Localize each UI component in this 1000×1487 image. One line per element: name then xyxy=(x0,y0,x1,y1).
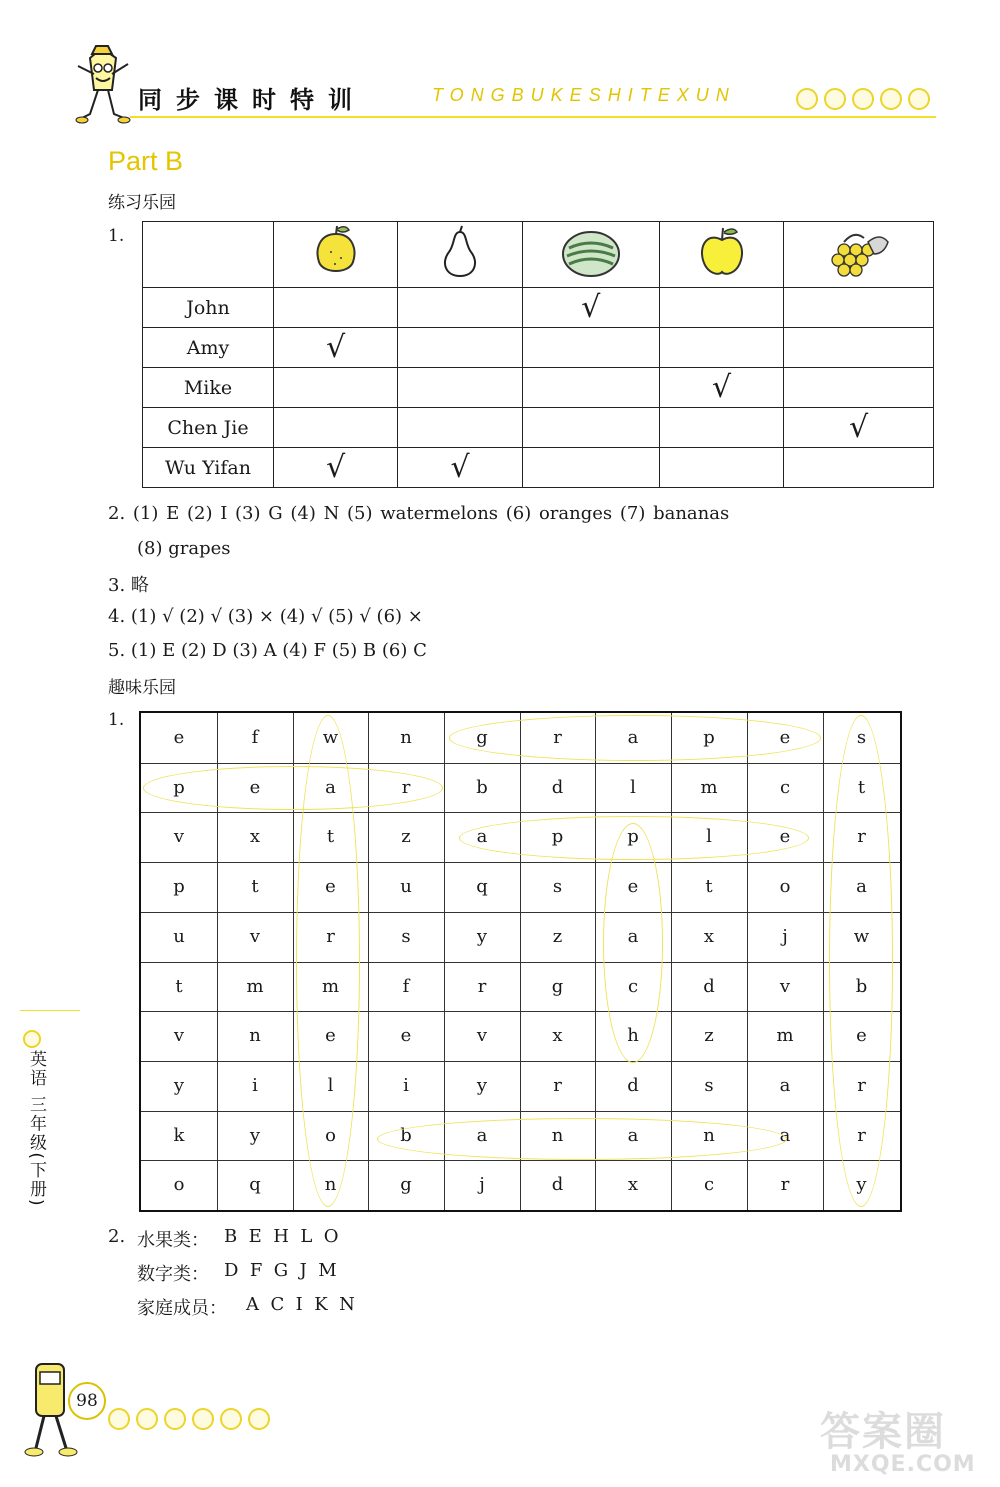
question-number: 1. xyxy=(108,710,125,730)
grid-letter: l xyxy=(630,776,636,798)
grid-letter: e xyxy=(173,727,185,748)
side-divider xyxy=(20,1010,80,1011)
section-title-practice: 练习乐园 xyxy=(108,193,176,213)
grid-letter: m xyxy=(246,975,264,997)
grid-letter: d xyxy=(627,1074,639,1096)
grid-letter: a xyxy=(627,1124,639,1146)
grid-letter: y xyxy=(173,1074,185,1096)
answer-q4: 4. (1) √ (2) √ (3) × (4) √ (5) √ (6) × xyxy=(108,606,423,627)
grid-letter: f xyxy=(402,975,410,997)
watermark-logo: 答案圈 xyxy=(820,1409,946,1455)
grid-letter: a xyxy=(856,876,867,898)
check-cell xyxy=(522,328,659,368)
grid-letter: b xyxy=(400,1124,412,1146)
header-circle-icon xyxy=(880,88,902,110)
fruit-header xyxy=(659,222,783,288)
fruit-table xyxy=(142,221,934,488)
footer-circle-icon xyxy=(220,1408,242,1430)
grid-letter: e xyxy=(779,727,791,748)
grid-letter: u xyxy=(173,925,185,947)
grid-letter: r xyxy=(401,776,411,798)
student-name: Amy xyxy=(143,328,274,368)
grid-letter: a xyxy=(476,826,488,848)
grid-letter: n xyxy=(551,1124,564,1146)
check-cell xyxy=(522,368,659,408)
student-name: Wu Yifan xyxy=(143,448,274,488)
grid-letter: z xyxy=(704,1025,714,1047)
grid-letter: n xyxy=(249,1025,261,1047)
answer-q5: 5. (1) E (2) D (3) A (4) F (5) B (6) C xyxy=(108,640,427,661)
grid-letter: z xyxy=(552,925,563,947)
grid-letter: s xyxy=(704,1074,714,1096)
grid-letter: b xyxy=(476,776,488,798)
student-name: John xyxy=(143,288,274,328)
word-search-grid xyxy=(139,711,902,1212)
side-circle-icon xyxy=(23,1030,41,1048)
grid-letter: v xyxy=(249,925,261,947)
check-cell xyxy=(659,408,783,448)
grid-letter: o xyxy=(173,1174,185,1196)
check-cell xyxy=(784,368,934,408)
grid-letter: r xyxy=(780,1174,790,1196)
student-name: Chen Jie xyxy=(143,408,274,448)
grid-letter: e xyxy=(779,826,791,848)
grid-letter: v xyxy=(173,826,185,848)
grid-letter: v xyxy=(173,1025,185,1047)
fruit-header xyxy=(274,222,398,288)
grid-letter: y xyxy=(856,1174,867,1196)
grid-letter: p xyxy=(627,826,639,848)
grid-letter: e xyxy=(627,876,639,898)
book-title-pinyin: TONGBUKESHITEXUN xyxy=(432,85,736,105)
category-fruit-answers: B E H L O xyxy=(224,1226,339,1247)
header-divider xyxy=(130,116,936,118)
mascot-icon xyxy=(72,44,134,132)
grid-letter: c xyxy=(627,975,639,997)
check-cell xyxy=(522,448,659,488)
grid-letter: k xyxy=(173,1124,185,1146)
check-cell xyxy=(398,288,522,328)
footer-circle-icon xyxy=(192,1408,214,1430)
grid-letter: v xyxy=(779,975,791,997)
part-title: Part B xyxy=(108,146,184,176)
grid-letter: d xyxy=(551,1174,564,1196)
grid-letter: n xyxy=(400,727,412,748)
grid-letter: t xyxy=(857,776,866,798)
grid-letter: a xyxy=(476,1124,488,1146)
grid-letter: a xyxy=(779,1124,791,1146)
fruit-header xyxy=(522,222,659,288)
grid-letter: p xyxy=(551,826,564,848)
book-title: 同步课时特训 xyxy=(138,86,366,114)
category-fruit-label: 水果类： xyxy=(137,1230,209,1251)
check-cell xyxy=(274,408,398,448)
check-cell xyxy=(659,448,783,488)
grid-letter: h xyxy=(627,1025,639,1047)
grid-letter: e xyxy=(325,1025,336,1047)
check-cell xyxy=(398,328,522,368)
grid-letter: t xyxy=(175,975,183,997)
grid-letter: a xyxy=(779,1074,791,1096)
grid-letter: p xyxy=(703,727,715,748)
footer-circle-icon xyxy=(248,1408,270,1430)
grid-letter: r xyxy=(857,1074,866,1096)
category-family-answers: A C I K N xyxy=(246,1294,355,1315)
grid-letter: y xyxy=(476,1074,488,1096)
grid-letter: m xyxy=(321,975,340,997)
grapes-icon xyxy=(824,224,894,280)
side-label: 英语 三年级(下册) xyxy=(26,1050,46,1208)
grid-letter: e xyxy=(325,876,336,898)
check-cell xyxy=(659,288,783,328)
grid-letter: j xyxy=(782,925,788,947)
header-circle-icon xyxy=(852,88,874,110)
grid-letter: g xyxy=(400,1174,412,1196)
grid-letter: r xyxy=(553,1074,562,1096)
grid-letter: x xyxy=(552,1025,563,1047)
grid-letter: a xyxy=(627,925,639,947)
check-cell: √ xyxy=(522,288,659,328)
check-cell: √ xyxy=(274,448,398,488)
grid-letter: o xyxy=(779,876,791,898)
grid-letter: s xyxy=(856,727,867,748)
check-cell: √ xyxy=(659,368,783,408)
grid-letter: e xyxy=(249,776,261,798)
question-number: 1. xyxy=(108,226,125,246)
grid-letter: r xyxy=(477,975,487,997)
grid-letter: d xyxy=(703,975,715,997)
grid-letter: t xyxy=(251,876,259,898)
grid-letter: v xyxy=(476,1025,488,1047)
grid-letter: p xyxy=(173,776,185,798)
pear-outline-icon xyxy=(431,224,489,280)
check-cell xyxy=(784,288,934,328)
fruit-header xyxy=(784,222,934,288)
grid-letter: m xyxy=(700,776,718,798)
header-circle-icon xyxy=(796,88,818,110)
student-name: Mike xyxy=(143,368,274,408)
grid-letter: d xyxy=(551,776,564,798)
section-title-fun: 趣味乐园 xyxy=(108,678,176,698)
check-cell: √ xyxy=(398,448,522,488)
grid-letter: a xyxy=(325,776,336,798)
footer-circle-icon xyxy=(136,1408,158,1430)
check-cell xyxy=(274,288,398,328)
grid-letter: a xyxy=(627,727,639,748)
grid-letter: i xyxy=(403,1074,409,1096)
check-cell: √ xyxy=(274,328,398,368)
grid-letter: m xyxy=(776,1025,794,1047)
grid-letter: n xyxy=(324,1174,337,1196)
grid-letter: j xyxy=(479,1174,485,1196)
check-cell xyxy=(274,368,398,408)
fruit-header xyxy=(398,222,522,288)
grid-letter: p xyxy=(173,876,185,898)
check-cell xyxy=(784,328,934,368)
apple-icon xyxy=(693,224,751,280)
grid-letter: l xyxy=(706,826,712,848)
footer-circle-icon xyxy=(108,1408,130,1430)
grid-letter: w xyxy=(322,727,339,748)
grid-letter: f xyxy=(251,727,259,748)
watermark-url: MXQE.COM xyxy=(830,1452,976,1477)
grid-letter: r xyxy=(857,1124,866,1146)
check-cell xyxy=(398,368,522,408)
grid-letter: e xyxy=(856,1025,867,1047)
answer-q2-line1: 2. (1) E (2) I (3) G (4) N (5) watermelons (6) oranges (7) bananas xyxy=(108,503,730,524)
grid-letter: x xyxy=(627,1174,639,1196)
table-corner xyxy=(143,222,274,288)
grid-letter: l xyxy=(327,1074,334,1096)
check-cell xyxy=(522,408,659,448)
grid-letter: g xyxy=(551,975,564,997)
grid-letter: r xyxy=(553,727,562,748)
grid-letter: t xyxy=(705,876,713,898)
check-cell xyxy=(398,408,522,448)
grid-letter: x xyxy=(249,826,261,848)
answer-q2-number: 2. xyxy=(108,1226,126,1247)
check-cell: √ xyxy=(784,408,934,448)
grid-letter: q xyxy=(249,1174,261,1196)
page-number: 98 xyxy=(68,1382,106,1420)
grid-letter: g xyxy=(476,727,488,748)
grid-letter: r xyxy=(857,826,866,848)
category-family-label: 家庭成员： xyxy=(137,1298,227,1319)
grid-letter: e xyxy=(400,1025,412,1047)
grid-letter: x xyxy=(703,925,715,947)
grid-letter: y xyxy=(476,925,488,947)
watermelon-icon xyxy=(559,224,623,280)
check-cell xyxy=(784,448,934,488)
pear-yellow-icon xyxy=(307,224,365,280)
category-number-label: 数字类： xyxy=(137,1264,209,1285)
grid-letter: t xyxy=(326,826,335,848)
grid-letter: q xyxy=(476,876,488,898)
header-circle-icon xyxy=(824,88,846,110)
grid-letter: w xyxy=(853,925,870,947)
check-cell xyxy=(659,328,783,368)
grid-letter: o xyxy=(325,1124,336,1146)
grid-letter: n xyxy=(703,1124,715,1146)
grid-letter: c xyxy=(779,776,791,798)
header-circle-icon xyxy=(908,88,930,110)
grid-letter: y xyxy=(249,1124,261,1146)
grid-letter: s xyxy=(401,925,411,947)
footer-circle-icon xyxy=(164,1408,186,1430)
grid-letter: c xyxy=(703,1174,715,1196)
answer-q3: 3. 略 xyxy=(108,575,149,596)
grid-letter: b xyxy=(855,975,868,997)
answer-q2-line2: (8) grapes xyxy=(137,538,231,559)
grid-letter: z xyxy=(401,826,411,848)
grid-letter: s xyxy=(552,876,563,898)
grid-letter: i xyxy=(252,1074,258,1096)
grid-letter: u xyxy=(400,876,412,898)
category-number-answers: D F G J M xyxy=(224,1260,337,1281)
grid-letter: r xyxy=(326,925,335,947)
